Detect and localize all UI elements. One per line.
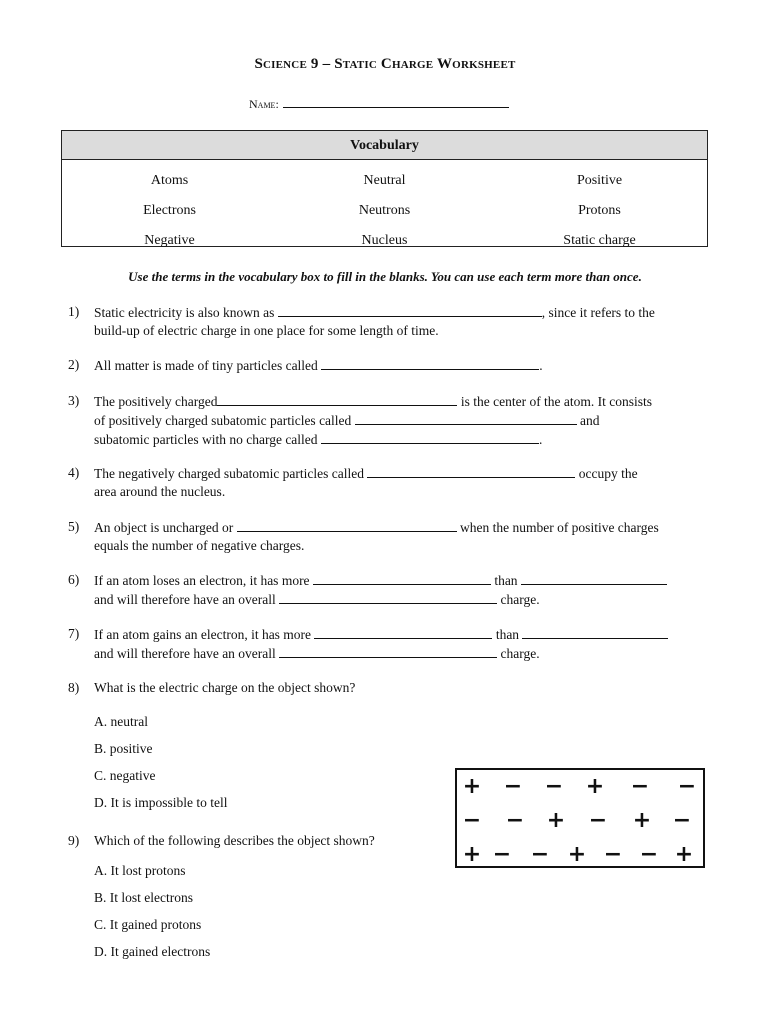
charge-sign: − [492,842,512,867]
question-number: 8) [68,680,80,695]
answer-option[interactable]: D. It gained electrons [94,944,211,959]
charge-sign: + [462,774,482,799]
vocabulary-grid [62,160,707,256]
question-text: area around the nucleus. [94,484,226,499]
answer-option[interactable]: B. It lost electrons [94,890,193,905]
charge-sign: + [546,808,566,833]
question-text: occupy the [578,466,638,481]
charge-sign: + [585,774,605,799]
question-text: Static electricity is also known as [94,305,275,320]
charge-sign: − [462,808,482,833]
question-text: , since it refers to the [541,305,655,320]
answer-blank[interactable] [522,625,668,639]
charge-sign: − [530,842,550,867]
question-text: equals the number of negative charges. [94,538,305,553]
charge-sign: + [674,842,694,867]
vocab-term: Negative [144,233,195,248]
question-text: and will therefore have an overall [94,646,276,661]
vocabulary-heading: Vocabulary [62,131,707,160]
question-text: subatomic particles with no charge called [94,432,318,447]
vocab-term: Neutrons [358,203,411,218]
name-field[interactable] [249,95,509,112]
answer-blank[interactable] [314,625,492,639]
vocab-term: Static charge [563,233,636,248]
charge-diagram [455,768,705,868]
worksheet-title: Science 9 – Static Charge Worksheet [254,56,516,72]
question-number: 3) [68,393,80,408]
question-text: than [495,627,520,642]
question-number: 9) [68,833,80,848]
question-text: is the center of the atom. It consists [460,394,653,409]
vocab-term: Protons [578,203,621,218]
question-number: 5) [68,519,80,534]
vocab-term: Neutral [363,173,406,188]
answer-option[interactable]: D. It is impossible to tell [94,795,228,810]
question-number: 4) [68,465,80,480]
answer-option[interactable]: C. negative [94,768,156,783]
charge-sign: + [567,842,587,867]
vocab-term: Atoms [150,173,189,188]
name-blank[interactable] [283,95,509,108]
question-text: The negatively charged subatomic particles called [94,466,365,481]
answer-blank[interactable] [278,303,542,317]
charge-sign: − [630,774,650,799]
answer-option[interactable]: A. It lost protons [94,863,186,878]
answer-blank[interactable] [321,356,539,370]
answer-blank[interactable] [521,571,667,585]
charge-sign: − [672,808,692,833]
charge-sign: − [505,808,525,833]
answer-option[interactable]: C. It gained protons [94,917,202,932]
answer-blank[interactable] [279,644,497,658]
charge-sign: − [639,842,659,867]
answer-option[interactable]: B. positive [94,741,153,756]
question-text: . [538,432,543,447]
question-text: An object is uncharged or [94,520,234,535]
answer-blank[interactable] [355,411,577,425]
question-number: 7) [68,626,80,641]
charge-sign: + [462,842,482,867]
question-text: All matter is made of tiny particles called [94,358,318,373]
name-label: Name: [249,97,279,111]
question-number: 6) [68,572,80,587]
answer-blank[interactable] [367,464,575,478]
question-text: If an atom gains an electron, it has more [94,627,312,642]
question-text: and [580,413,600,428]
question-text: . [539,358,543,373]
charge-sign: − [544,774,564,799]
question-text: What is the electric charge on the object shown? [94,680,356,695]
charge-sign: − [677,774,697,799]
question-text: when the number of positive charges [459,520,659,535]
charge-sign: − [603,842,623,867]
vocab-term: Positive [576,173,623,188]
charge-sign: + [632,808,652,833]
question-text: and will therefore have an overall [94,592,276,607]
question-text: build-up of electric charge in one place for some length of time. [94,323,439,338]
question-text: than [494,573,518,588]
charge-sign: − [588,808,608,833]
question-text: If an atom loses an electron, it has more [94,573,310,588]
vocabulary-box [61,130,708,247]
answer-blank[interactable] [313,571,491,585]
charge-sign: − [503,774,523,799]
answer-blank[interactable] [279,590,497,604]
question-number: 2) [68,357,80,372]
answer-blank[interactable] [217,392,457,406]
answer-blank[interactable] [237,518,457,532]
question-number: 1) [68,304,80,319]
answer-option[interactable]: A. neutral [94,714,148,729]
question-text: charge. [500,646,540,661]
question-text: of positively charged subatomic particles called [94,413,352,428]
vocab-term: Nucleus [361,233,408,248]
answer-blank[interactable] [321,430,539,444]
vocab-term: Electrons [143,203,196,218]
instructions: Use the terms in the vocabulary box to fill in the blanks. You can use each term more than once. [128,269,642,284]
question-text: Which of the following describes the object shown? [94,833,375,848]
question-text: The positively charged [94,394,218,409]
question-text: charge. [500,592,540,607]
